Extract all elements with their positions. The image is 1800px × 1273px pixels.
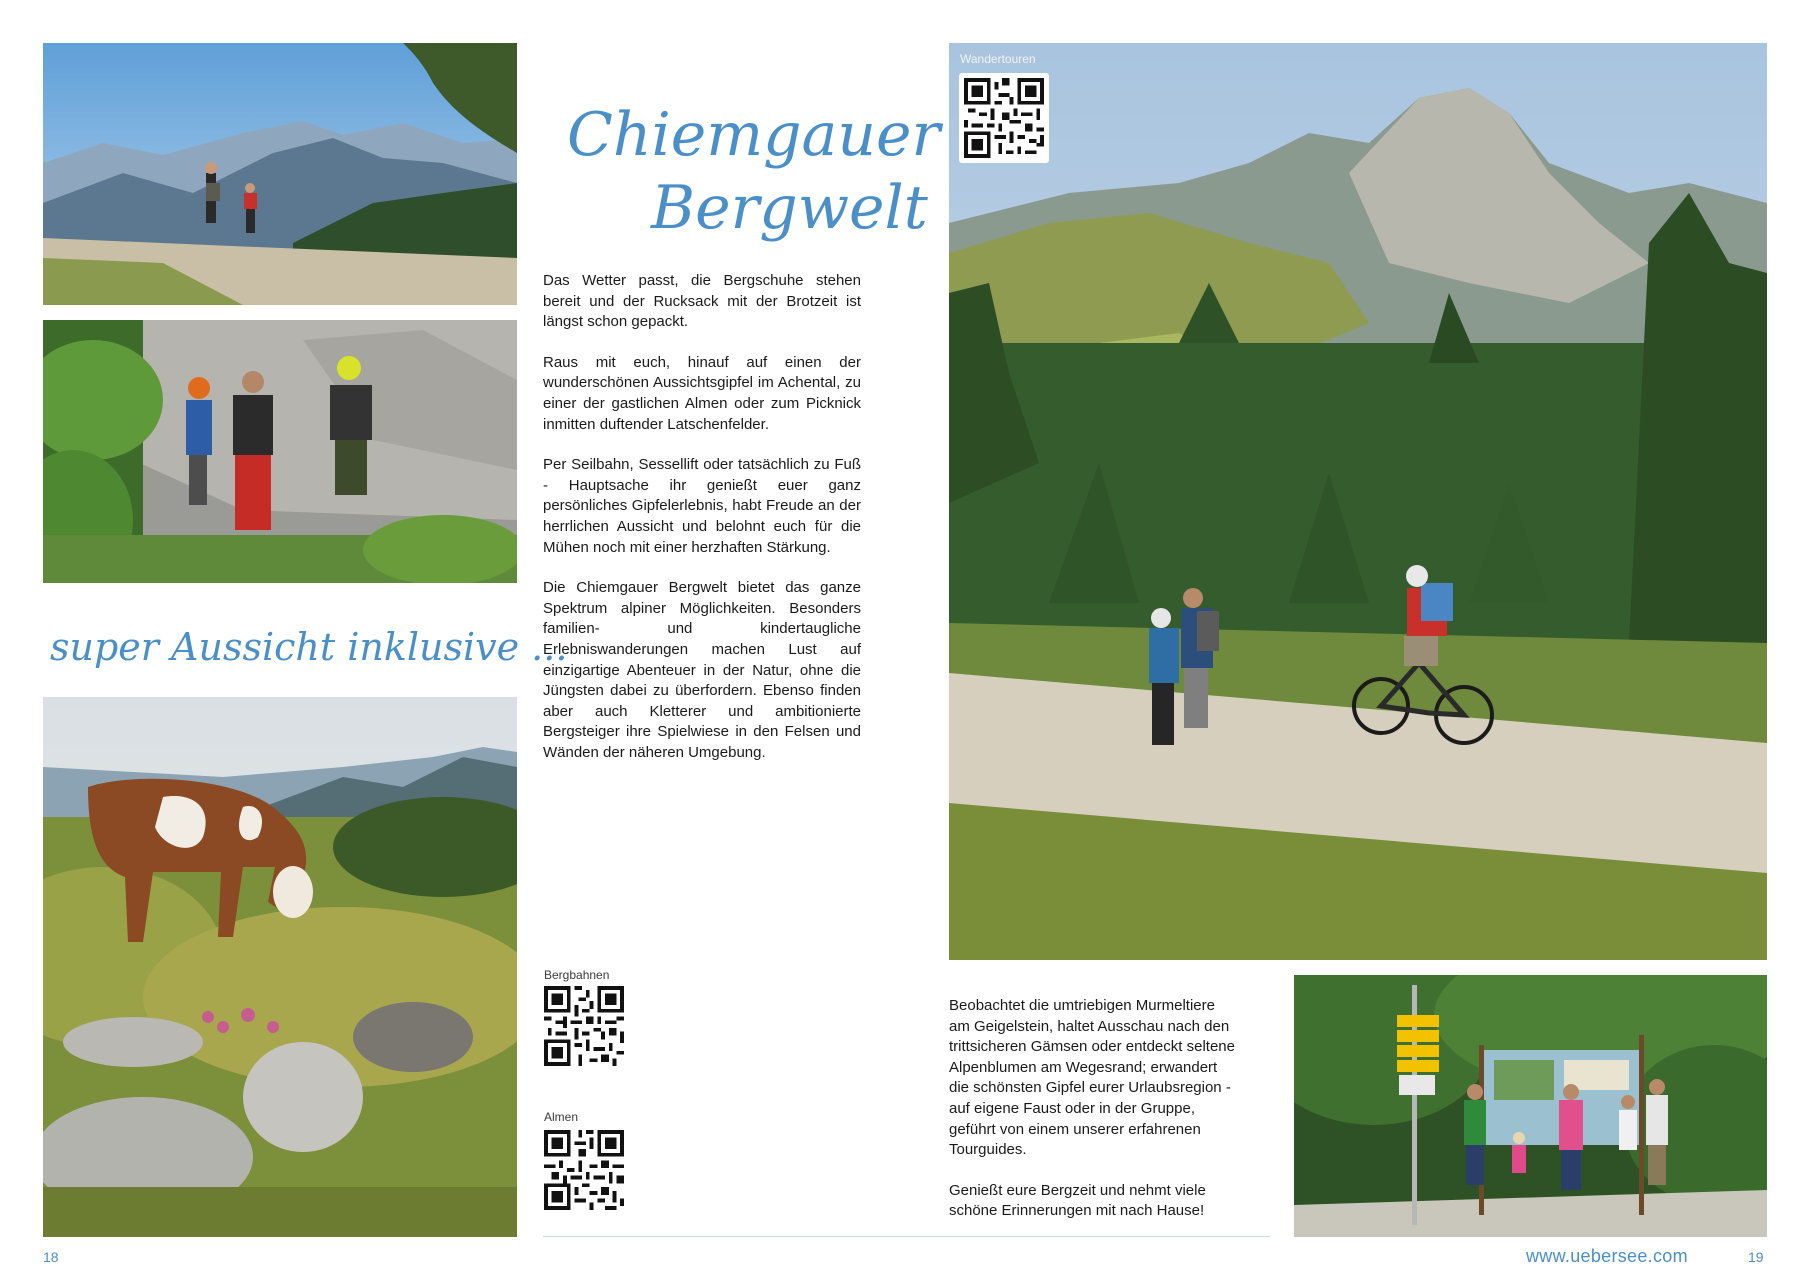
qr-label-wandertouren: Wandertouren (960, 52, 1036, 66)
photo-hikers-ebiker-mountains (949, 43, 1767, 960)
bottom-rule (543, 1236, 1270, 1237)
qr-label-almen: Almen (544, 1110, 579, 1124)
website-link[interactable]: www.uebersee.com (1526, 1246, 1688, 1266)
paragraph: Das Wetter passt, die Bergschuhe stehen bereit und der Rucksack mit der Brotzeit ist längst schon gepackt. (543, 272, 861, 331)
tagline-super-aussicht: super Aussicht inklusive ... (50, 625, 568, 669)
photo-family-signpost-forest (1294, 975, 1767, 1237)
paragraph: Die Chiemgauer Bergwelt bietet das ganze Spektrum alpiner Möglichkeiten. Besonders familien- und kindertaugliche Erlebniswanderungen machen Lust auf einzigartige Abenteuer in der Natur, ohne die Jüngsten dabei zu überfordern. Ebenso finden aber auch Kletterer und ambitionierte Bergsteiger ihre Spielwiese in den Felsen und Wänden der näheren Umgebung. (543, 579, 861, 761)
paragraph: Per Seilbahn, Sessellift oder tatsächlich zu Fuß - Hauptsache ihr genießt euer ganz persönliches Gipfelerlebnis, habt Freude an der herrlichen Aussicht und belohnt euch für die Mühen noch mit einer herzhaften Stärkung. (543, 456, 861, 556)
qr-code-bergbahnen[interactable] (544, 986, 624, 1066)
title-line-2: Bergwelt (651, 173, 928, 243)
photo-cow-alpine-meadow (43, 697, 517, 1237)
qr-code-almen[interactable] (544, 1130, 624, 1210)
page-number-right: 19 (1748, 1249, 1764, 1265)
paragraph: Raus mit euch, hinauf auf einen der wunderschönen Aussichtsgipfel im Achental, zu einer der gastlichen Almen oder zum Picknick inmitten duftender Latschenfelder. (543, 353, 861, 433)
photo-climbers-rock-wall (43, 320, 517, 583)
page-number-left: 18 (43, 1249, 59, 1265)
title-line-1: Chiemgauer (567, 100, 941, 170)
paragraph: Beobachtet die umtriebigen Murmeltiere am Geigelstein, haltet Ausschau nach den trittsicheren Gämsen oder entdeckt seltene Alpenblumen am Wegesrand; erwandert die schönsten Gipfel eurer Urlaubsregion - auf eigene Faust oder in der Gruppe, geführt von einem unserer erfahrenen Tourguides. (949, 997, 1235, 1159)
left-body-text (543, 271, 861, 763)
photo-hikers-mountain-path (43, 43, 517, 305)
qr-code-wandertouren[interactable] (959, 73, 1049, 163)
paragraph: Genießt eure Bergzeit und nehmt viele schöne Erinnerungen mit nach Hause! (949, 1181, 1206, 1220)
right-body-text (949, 996, 1239, 1222)
qr-label-bergbahnen: Bergbahnen (544, 968, 610, 982)
